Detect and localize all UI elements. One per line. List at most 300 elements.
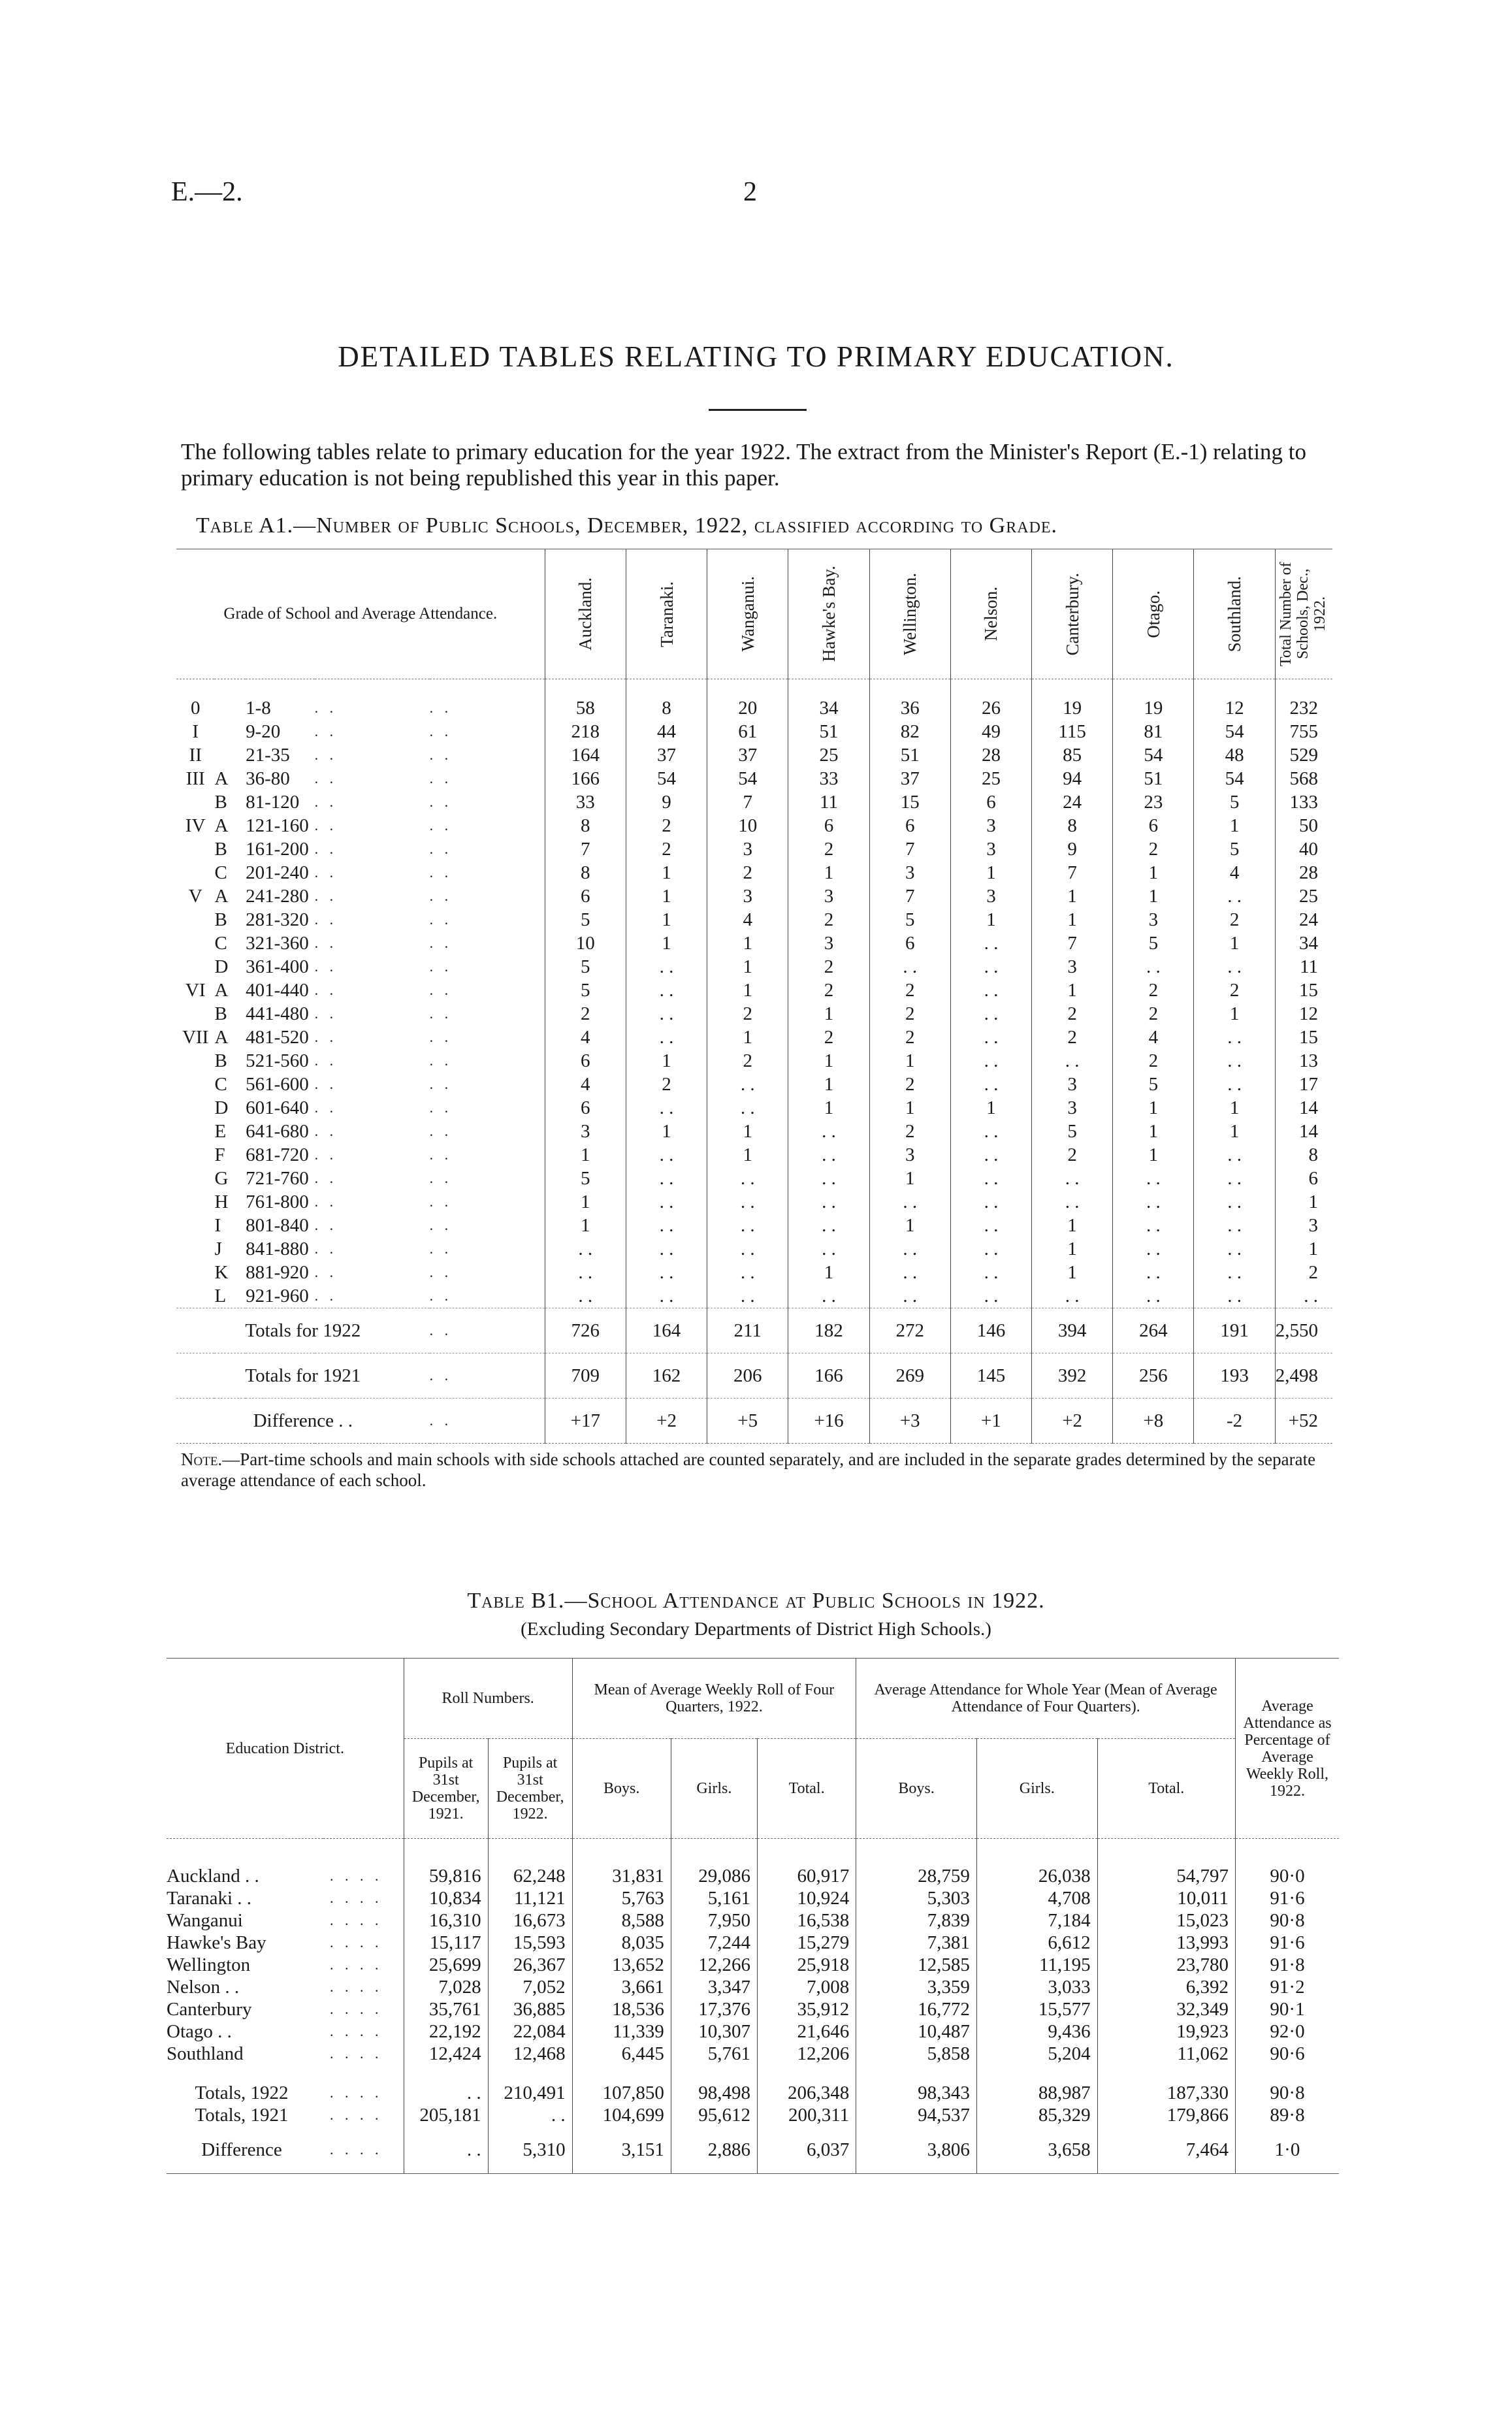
table-cell: 162 (626, 1353, 707, 1399)
table-cell: . . (788, 1214, 869, 1237)
table-cell: 166 (788, 1353, 869, 1399)
table-cell: 12,206 (757, 2043, 856, 2065)
row-total: 15 (1275, 1026, 1332, 1049)
table-cell: 5,310 (488, 2126, 572, 2174)
table-cell: 2 (626, 837, 707, 861)
row-total: 28 (1275, 861, 1332, 884)
district-name: Canterbury (167, 1999, 252, 2020)
table-cell: 5 (1032, 1120, 1113, 1143)
row-total: 3 (1275, 1214, 1332, 1237)
attendance-range: 361-400 (246, 956, 309, 977)
table-cell: 10 (707, 814, 788, 837)
table-cell: 1 (1113, 1096, 1194, 1120)
attendance-range: 721-760 (246, 1168, 309, 1189)
table-cell: 9,436 (976, 2020, 1097, 2043)
table-cell: . . (626, 1026, 707, 1049)
grade-subdivision: B (214, 1050, 227, 1071)
table-cell: . . (707, 1096, 788, 1120)
average-attendance-header: Average Attendance for Whole Year (Mean of Average Attendance of Four Quarters). (856, 1659, 1236, 1739)
table-cell: 25,918 (757, 1954, 856, 1976)
table-cell: 8 (545, 814, 626, 837)
leader-dots: . . . . (330, 2084, 383, 2101)
row-total: 25 (1275, 884, 1332, 908)
table-cell: 1 (788, 1073, 869, 1096)
leader-dots: . . (429, 864, 453, 881)
table-cell: 20 (707, 679, 788, 721)
totals-label: Difference (167, 2126, 323, 2174)
table-cell: 11,121 (488, 1887, 572, 1909)
table-cell: 1 (1113, 1120, 1194, 1143)
table-b1-header-row (167, 1659, 1339, 1739)
table-cell: 12,468 (488, 2043, 572, 2065)
leader-dots: . . (314, 1288, 338, 1304)
table-cell: 11,062 (1097, 2043, 1235, 2065)
table-cell: 5 (869, 908, 950, 932)
table-cell: 5 (1113, 932, 1194, 955)
leader-dots: . . (314, 1005, 338, 1022)
table-row (176, 1073, 1332, 1096)
table-cell: 37 (626, 743, 707, 767)
row-total: 568 (1275, 767, 1332, 790)
leader-dots: . . (429, 1029, 453, 1045)
table-cell: 94 (1032, 767, 1113, 790)
table-cell: . . (626, 1237, 707, 1261)
district-header: Otago. (1113, 549, 1194, 679)
attendance-range: 36-80 (246, 768, 290, 789)
table-cell: . . (950, 1214, 1031, 1237)
table-cell: 7,950 (671, 1909, 757, 1932)
leader-dots: . . (429, 911, 453, 928)
table-cell: 1 (707, 1026, 788, 1049)
district-header: Canterbury. (1032, 549, 1113, 679)
table-cell: . . (1194, 1190, 1275, 1214)
table-row (167, 2043, 1339, 2065)
table-cell: . . (707, 1261, 788, 1284)
table-cell: +17 (545, 1399, 626, 1444)
table-row (176, 1237, 1332, 1261)
table-cell: . . (404, 2065, 488, 2104)
table-cell: 33 (545, 790, 626, 814)
table-cell: 5 (545, 908, 626, 932)
district-name: Taranaki . . (167, 1888, 252, 1909)
table-cell: . . (545, 1237, 626, 1261)
leader-dots: . . . . (330, 1890, 383, 1906)
table-cell: . . (626, 979, 707, 1002)
row-total: 2,550 (1275, 1308, 1332, 1353)
table-row (176, 767, 1332, 790)
table-cell: . . (788, 1167, 869, 1190)
grade-numeral (176, 908, 214, 932)
table-cell: 12,424 (404, 2043, 488, 2065)
leader-dots: . . . . (330, 1868, 383, 1884)
totals-row (176, 1399, 1332, 1444)
table-cell: 2 (869, 1073, 950, 1096)
table-cell: 90·8 (1236, 1909, 1340, 1932)
table-cell: 26 (950, 679, 1031, 721)
grade-numeral (176, 1214, 214, 1237)
attendance-range: 21-35 (246, 745, 290, 766)
leader-dots: . . (430, 1399, 545, 1444)
table-cell: . . (1113, 1284, 1194, 1308)
table-cell: 3,033 (976, 1976, 1097, 1998)
table-cell: 17,376 (671, 1998, 757, 2020)
leader-dots: . . . . (323, 2126, 404, 2174)
leader-dots: . . (429, 723, 453, 739)
table-cell: . . (1113, 955, 1194, 979)
leader-dots: . . . . (330, 1979, 383, 1995)
leader-dots: . . (429, 1052, 453, 1069)
grade-subdivision: I (214, 1215, 221, 1236)
table-cell: 26,367 (488, 1954, 572, 1976)
table-cell: 15 (869, 790, 950, 814)
table-cell: 54 (626, 767, 707, 790)
district-name: Wanganui (167, 1910, 243, 1931)
table-cell: 16,772 (856, 1998, 977, 2020)
table-row (176, 979, 1332, 1002)
table-cell: 4,708 (976, 1887, 1097, 1909)
attendance-range: 321-360 (246, 933, 309, 954)
totals-row (167, 2104, 1339, 2126)
table-cell: 7 (1032, 932, 1113, 955)
table-cell: 98,343 (856, 2065, 977, 2104)
leader-dots: . . (430, 1353, 545, 1399)
table-cell: 8 (545, 861, 626, 884)
table-cell: 145 (950, 1353, 1031, 1399)
table-cell: 3 (707, 837, 788, 861)
grade-numeral: VI (185, 980, 206, 1001)
table-cell: 54 (1113, 743, 1194, 767)
district-column-header: Education District. (167, 1659, 404, 1839)
table-cell: . . (1194, 1284, 1275, 1308)
table-cell: 15,279 (757, 1932, 856, 1954)
table-cell: 269 (869, 1353, 950, 1399)
leader-dots: . . (429, 817, 453, 834)
grade-subdivision: H (214, 1191, 229, 1212)
table-cell: . . (1194, 1073, 1275, 1096)
table-cell: 2 (1113, 979, 1194, 1002)
note-prefix: Note. (181, 1450, 223, 1469)
table-cell: 2 (626, 814, 707, 837)
table-cell: 3 (950, 814, 1031, 837)
table-cell: . . (1194, 1261, 1275, 1284)
table-cell: +2 (1032, 1399, 1113, 1444)
grade-numeral (176, 932, 214, 955)
leader-dots: . . . . (330, 1956, 383, 1973)
table-cell: 6,392 (1097, 1976, 1235, 1998)
page-number: 2 (743, 177, 757, 207)
leader-dots: . . . . (330, 2107, 383, 2123)
table-cell: 22,084 (488, 2020, 572, 2043)
totals-row (167, 2065, 1339, 2104)
table-row (176, 1284, 1332, 1308)
leader-dots: . . (429, 888, 453, 904)
grade-numeral: VII (182, 1027, 209, 1048)
table-cell: +3 (869, 1399, 950, 1444)
table-cell: 4 (1113, 1026, 1194, 1049)
table-cell: 1 (950, 908, 1031, 932)
table-cell: . . (1113, 1237, 1194, 1261)
totals-row (167, 2126, 1339, 2174)
leader-dots: . . (314, 747, 338, 763)
table-cell: 211 (707, 1308, 788, 1353)
table-cell: 3 (1113, 908, 1194, 932)
leader-dots: . . (429, 1264, 453, 1280)
leader-dots: . . (314, 1264, 338, 1280)
table-cell: 8 (626, 679, 707, 721)
table-cell: . . (1032, 1190, 1113, 1214)
district-header: Southland. (1194, 549, 1275, 679)
table-cell: 3 (1032, 1073, 1113, 1096)
table-cell: 15,593 (488, 1932, 572, 1954)
grade-numeral: III (185, 768, 205, 789)
table-cell: 3 (788, 884, 869, 908)
table-cell: 28,759 (856, 1839, 977, 1888)
table-cell: 91·2 (1236, 1976, 1340, 1998)
table-cell: 2 (869, 1026, 950, 1049)
table-cell: 1 (1113, 1143, 1194, 1167)
table-cell: . . (788, 1120, 869, 1143)
attendance-range: 121-160 (246, 815, 309, 836)
table-cell: 58 (545, 679, 626, 721)
table-cell: 4 (545, 1026, 626, 1049)
table-cell: 2 (1032, 1002, 1113, 1026)
table-cell: . . (950, 1261, 1031, 1284)
row-total: 50 (1275, 814, 1332, 837)
table-cell: 1·0 (1236, 2126, 1340, 2174)
attendance-range: 881-920 (246, 1262, 309, 1283)
grade-subdivision: D (214, 956, 229, 977)
leader-dots: . . (314, 935, 338, 951)
table-cell: 1 (626, 884, 707, 908)
table-cell: 7 (869, 837, 950, 861)
table-cell: . . (950, 1026, 1031, 1049)
row-total: 15 (1275, 979, 1332, 1002)
grade-subdivision: K (214, 1262, 229, 1283)
grade-subdivision: E (214, 1121, 227, 1142)
table-cell: 19,923 (1097, 2020, 1235, 2043)
table-cell: 34 (788, 679, 869, 721)
table-cell: 6,037 (757, 2126, 856, 2174)
table-cell: 115 (1032, 720, 1113, 743)
table-cell: 2 (1032, 1143, 1113, 1167)
table-cell: 104,699 (572, 2104, 671, 2126)
grade-subdivision: G (214, 1168, 229, 1189)
district-name: Nelson . . (167, 1977, 240, 1998)
table-cell: 2 (707, 1002, 788, 1026)
table-cell: 35,912 (757, 1998, 856, 2020)
table-cell: 24 (1032, 790, 1113, 814)
grade-numeral (176, 1284, 214, 1308)
grade-subdivision: B (214, 792, 227, 813)
table-cell: . . (707, 1190, 788, 1214)
table-cell: 6 (869, 814, 950, 837)
table-cell: 4 (707, 908, 788, 932)
table-cell: 37 (707, 743, 788, 767)
attendance-range: 921-960 (246, 1286, 309, 1306)
table-cell: 164 (626, 1308, 707, 1353)
district-name: Otago . . (167, 2021, 232, 2042)
table-cell: 2 (1194, 908, 1275, 932)
leader-dots: . . (314, 700, 338, 716)
leader-dots: . . (314, 1170, 338, 1186)
table-cell: . . (707, 1073, 788, 1096)
district-header: Wellington. (869, 549, 950, 679)
table-row (167, 1887, 1339, 1909)
grade-numeral: IV (185, 815, 206, 836)
grade-numeral (176, 1143, 214, 1167)
leader-dots: . . (429, 1193, 453, 1210)
leader-dots: . . (429, 1288, 453, 1304)
table-cell: . . (1194, 1143, 1275, 1167)
table-row (176, 1049, 1332, 1073)
table-cell: 7 (869, 884, 950, 908)
table-cell: . . (707, 1284, 788, 1308)
table-cell: 1 (869, 1049, 950, 1073)
table-cell: 92·0 (1236, 2020, 1340, 2043)
table-cell: 94,537 (856, 2104, 977, 2126)
leader-dots: . . (314, 1123, 338, 1139)
table-cell: 1 (869, 1167, 950, 1190)
table-cell: 18,536 (572, 1998, 671, 2020)
table-cell: 1 (1194, 932, 1275, 955)
table-cell: 1 (707, 1120, 788, 1143)
table-cell: 1 (707, 1143, 788, 1167)
table-cell: 166 (545, 767, 626, 790)
district-header: Auckland. (545, 549, 626, 679)
table-cell: . . (626, 1190, 707, 1214)
table-cell: 37 (869, 767, 950, 790)
table-cell: 88,987 (976, 2065, 1097, 2104)
attendance-range: 681-720 (246, 1144, 309, 1165)
table-cell: 7 (707, 790, 788, 814)
table-cell: 210,491 (488, 2065, 572, 2104)
table-cell: 3,151 (572, 2126, 671, 2174)
mean-roll-header: Mean of Average Weekly Roll of Four Quarters, 1922. (572, 1659, 856, 1739)
row-total: +52 (1275, 1399, 1332, 1444)
leader-dots: . . (429, 700, 453, 716)
table-cell: 2 (626, 1073, 707, 1096)
table-cell: . . (1194, 1237, 1275, 1261)
table-cell: 272 (869, 1308, 950, 1353)
leader-dots: . . (314, 1146, 338, 1163)
table-cell: 3 (869, 861, 950, 884)
table-cell: 22,192 (404, 2020, 488, 2043)
mean-girls-header: Girls. (671, 1739, 757, 1839)
roll-1922-header: Pupils at 31st December, 1922. (488, 1739, 572, 1839)
table-cell: 6 (545, 1049, 626, 1073)
grade-subdivision: L (214, 1286, 227, 1306)
table-cell: 31,831 (572, 1839, 671, 1888)
row-total: 14 (1275, 1120, 1332, 1143)
table-cell: 1 (788, 1002, 869, 1026)
grade-subdivision: C (214, 933, 227, 954)
table-cell: . . (1194, 1026, 1275, 1049)
table-cell: 90·0 (1236, 1839, 1340, 1888)
table-cell: 15,117 (404, 1932, 488, 1954)
table-cell: . . (869, 1261, 950, 1284)
table-row (176, 1026, 1332, 1049)
grade-numeral (176, 1096, 214, 1120)
table-cell: 2 (1113, 1002, 1194, 1026)
table-cell: 35,761 (404, 1998, 488, 2020)
table-cell: 392 (1032, 1353, 1113, 1399)
attendance-range: 9-20 (246, 721, 281, 742)
table-cell: 44 (626, 720, 707, 743)
table-cell: 6 (545, 884, 626, 908)
grade-numeral (176, 861, 214, 884)
leader-dots: . . (314, 888, 338, 904)
table-cell: 1 (869, 1096, 950, 1120)
table-b1-subcaption: (Excluding Secondary Departments of District High Schools.) (521, 1619, 991, 1640)
table-row (176, 1261, 1332, 1284)
table-cell: 2,886 (671, 2126, 757, 2174)
table-row (176, 1143, 1332, 1167)
leader-dots: . . (429, 958, 453, 975)
table-cell: . . (950, 1073, 1031, 1096)
table-cell: 21,646 (757, 2020, 856, 2043)
row-total: 2,498 (1275, 1353, 1332, 1399)
table-cell: 16,538 (757, 1909, 856, 1932)
leader-dots: . . (429, 1005, 453, 1022)
table-cell: . . (545, 1284, 626, 1308)
table-cell: 5,204 (976, 2043, 1097, 2065)
table-cell: 19 (1113, 679, 1194, 721)
table-row (167, 1839, 1339, 1888)
attendance-range: 641-680 (246, 1121, 309, 1142)
table-cell: 179,866 (1097, 2104, 1235, 2126)
table-row (176, 884, 1332, 908)
table-cell: 3 (1032, 955, 1113, 979)
row-total: 40 (1275, 837, 1332, 861)
table-b1-body (167, 1839, 1339, 2174)
table-cell: 2 (869, 979, 950, 1002)
table-cell: 2 (707, 1049, 788, 1073)
leader-dots: . . (314, 1240, 338, 1257)
table-cell: 256 (1113, 1353, 1194, 1399)
table-cell: . . (488, 2104, 572, 2126)
table-cell: 91·8 (1236, 1954, 1340, 1976)
roll-1921-header: Pupils at 31st December, 1921. (404, 1739, 488, 1839)
table-cell: 54 (1194, 767, 1275, 790)
grade-subdivision: A (214, 1027, 229, 1048)
grade-subdivision: A (214, 768, 229, 789)
table-cell: 193 (1194, 1353, 1275, 1399)
row-total: 24 (1275, 908, 1332, 932)
table-cell: 3,806 (856, 2126, 977, 2174)
table-cell: 9 (626, 790, 707, 814)
table-cell: 6 (545, 1096, 626, 1120)
attendance-range: 241-280 (246, 886, 309, 907)
table-cell: . . (1113, 1214, 1194, 1237)
table-cell: 5 (1113, 1073, 1194, 1096)
grade-subdivision (214, 743, 246, 767)
table-cell: 206 (707, 1353, 788, 1399)
table-cell: 5 (545, 955, 626, 979)
table-cell: . . (950, 1190, 1031, 1214)
table-cell: 5 (1194, 790, 1275, 814)
table-cell: . . (1194, 1167, 1275, 1190)
row-total: 17 (1275, 1073, 1332, 1096)
table-cell: 13,652 (572, 1954, 671, 1976)
table-a1-note (181, 1449, 1330, 1491)
grade-subdivision: A (214, 886, 229, 907)
table-cell: 98,498 (671, 2065, 757, 2104)
table-cell: 182 (788, 1308, 869, 1353)
table-a1-header-row (176, 549, 1332, 679)
totals-label: Totals, 1922 (195, 2082, 289, 2103)
grade-subdivision: D (214, 1097, 229, 1118)
totals-row (176, 1308, 1332, 1353)
